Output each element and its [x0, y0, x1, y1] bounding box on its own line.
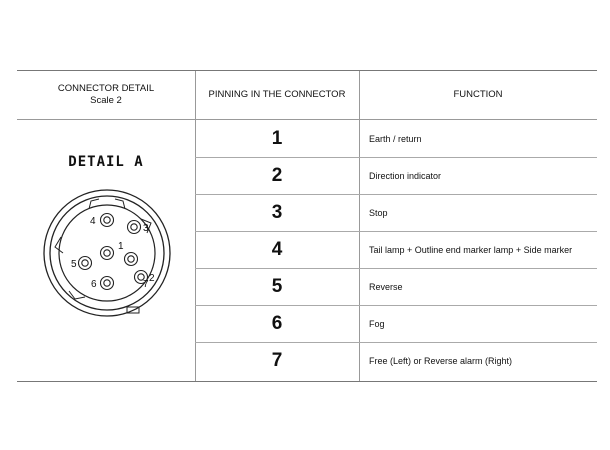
- pin-function: Direction indicator: [369, 170, 442, 181]
- pin-4-contact: [101, 214, 114, 227]
- header-function: [359, 71, 597, 119]
- header-connector-detail: [17, 71, 195, 119]
- table-row: [195, 268, 597, 306]
- pin-function: Fog: [369, 318, 385, 329]
- pin-label-7: 7: [143, 279, 149, 290]
- pin-function: Free (Left) or Reverse alarm (Right): [369, 355, 513, 366]
- pin-number: 6: [271, 312, 283, 334]
- pin-3-contact: [128, 221, 141, 234]
- pin-label-4: 4: [90, 216, 96, 227]
- pin-number: 2: [271, 164, 283, 186]
- pin-1-core: [104, 250, 110, 256]
- connector-diagram: [41, 187, 173, 319]
- pin-label-6: 6: [91, 279, 97, 290]
- pin-function: Reverse: [369, 281, 403, 292]
- connector-key-notch: [55, 237, 63, 253]
- header-pinning: [195, 71, 359, 119]
- pinout-table: [17, 70, 597, 382]
- pin-number: 1: [271, 127, 283, 149]
- pin-number: 5: [271, 275, 283, 297]
- pin-number: 3: [271, 201, 283, 223]
- pin-number: 4: [271, 238, 283, 260]
- pin-7-core: [128, 256, 134, 262]
- table-row: [195, 305, 597, 343]
- pin-6-core: [104, 280, 110, 286]
- pin-5-core: [82, 260, 88, 266]
- header-function-label: FUNCTION: [453, 89, 503, 100]
- connector-drawing: [41, 187, 173, 324]
- pin-label-1: 1: [118, 241, 124, 252]
- pin-3-core: [131, 224, 137, 230]
- pin-7-contact: [125, 253, 138, 266]
- pin-number: 7: [271, 349, 283, 371]
- pin-5-contact: [79, 257, 92, 270]
- table-row: [195, 194, 597, 232]
- pin-4-core: [104, 217, 110, 223]
- pin-function: Earth / return: [369, 133, 422, 144]
- pin-label-3: 3: [143, 223, 149, 234]
- table-row: [195, 342, 597, 379]
- pin-1-contact: [101, 247, 114, 260]
- pin-function: Tail lamp + Outline end marker lamp + Side marker: [369, 244, 573, 255]
- table-row: [195, 157, 597, 195]
- pin-label-5: 5: [71, 259, 77, 270]
- detail-title: DETAIL A: [68, 154, 144, 170]
- table-row: [195, 231, 597, 269]
- pin-6-contact: [101, 277, 114, 290]
- connector-key-notch: [89, 199, 125, 209]
- pin-function: Stop: [369, 207, 388, 218]
- header-title: CONNECTOR DETAIL: [57, 83, 155, 94]
- table-row: [195, 120, 597, 158]
- header-pinning-label: PINNING IN THE CONNECTOR: [208, 89, 346, 100]
- header-scale: Scale 2: [90, 95, 122, 106]
- pin-label-2: 2: [149, 273, 155, 284]
